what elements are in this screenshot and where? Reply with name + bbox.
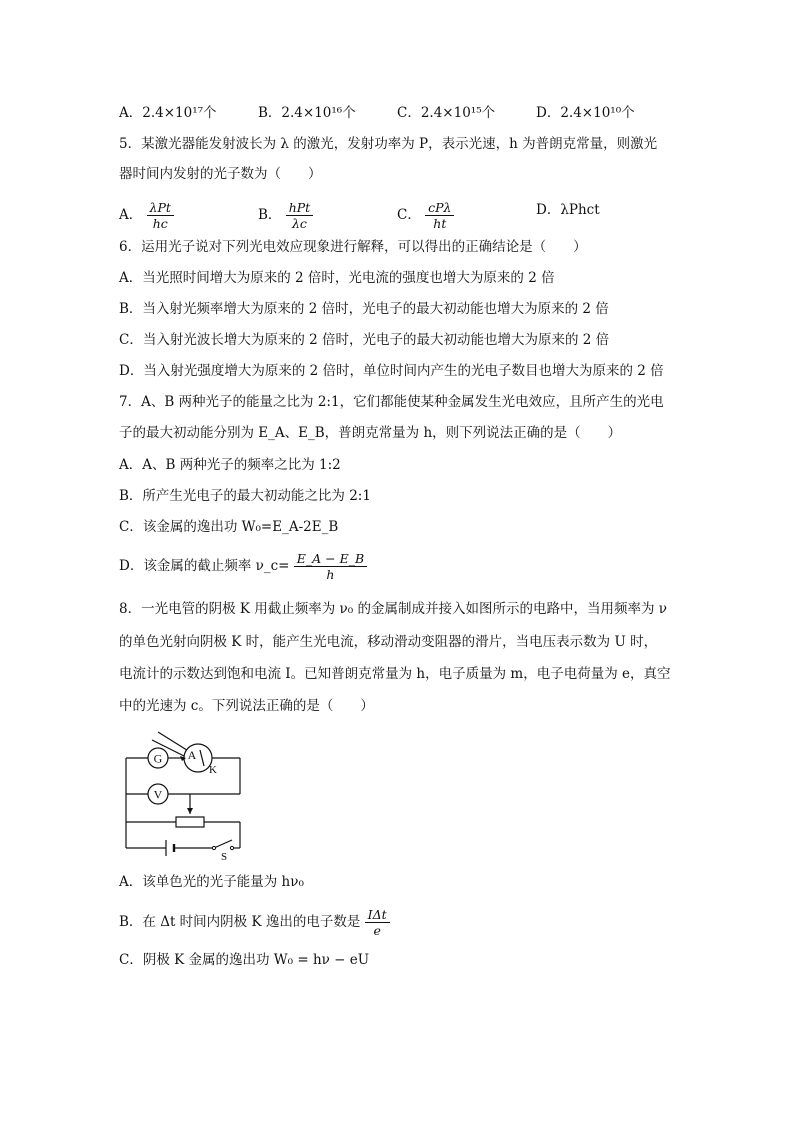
q7-stem-line2: 子的最大初动能分别为 E_A、E_B，普朗克常量为 h，则下列说法正确的是（ ） xyxy=(119,425,622,441)
q8-option-c: C．阴极 K 金属的逸出功 W₀ = hν − eU xyxy=(119,952,370,968)
q8-stem-line4: 中的光速为 c。下列说法正确的是（ ） xyxy=(119,698,374,714)
q6-option-b: B．当入射光频率增大为原来的 2 倍时，光电子的最大初动能也增大为原来的 2 倍 xyxy=(119,301,609,317)
q7-option-b: B．所产生光电子的最大初动能之比为 2:1 xyxy=(119,488,371,504)
q5-option-c-fraction xyxy=(425,200,454,231)
q5-option-a-fraction xyxy=(147,200,174,231)
q8-option-a: A．该单色光的光子能量为 hν₀ xyxy=(119,874,304,890)
cathode-label: K xyxy=(209,764,217,776)
q5-option-d: D．λPhct xyxy=(536,202,600,218)
switch-contact-right xyxy=(230,846,233,849)
q5-options xyxy=(119,193,709,229)
q4-option-c: C．2.4×10¹⁵个 xyxy=(397,105,496,121)
q5-option-b-label: B． xyxy=(258,207,282,223)
q4-options xyxy=(119,103,709,125)
q5-option-b-fraction xyxy=(286,200,313,231)
q7-option-d-prefix: D．该金属的截止频率 ν_c= xyxy=(119,558,290,574)
q8-stem-line2: 的单色光射向阴极 K 时，能产生光电流，移动滑动变阻器的滑片，当电压表示数为 U 时， xyxy=(119,634,658,650)
voltmeter-label: V xyxy=(153,787,163,802)
q5-b-numerator: hPt xyxy=(286,200,313,216)
q7-d-denominator: h xyxy=(326,567,335,582)
q6-stem: 6．运用光子说对下列光电效应现象进行解释，可以得出的正确结论是（ ） xyxy=(119,239,587,255)
q5-a-numerator: λPt xyxy=(147,200,174,216)
q7-option-d xyxy=(119,548,367,584)
q5-option-c xyxy=(397,200,454,231)
q8-option-b-fraction xyxy=(365,907,390,938)
q8-stem-line3: 电流计的示数达到饱和电流 I。已知普朗克常量为 h，电子质量为 m，电子电荷量为 e，真空 xyxy=(119,666,671,682)
switch-blade xyxy=(214,840,232,848)
q7-option-d-fraction xyxy=(294,551,367,582)
q7-option-a: A．A、B 两种光子的频率之比为 1:2 xyxy=(119,457,341,473)
q4-option-b: B．2.4×10¹⁶个 xyxy=(258,105,356,121)
q8-option-b-prefix: B．在 Δt 时间内阴极 K 逸出的电子数是 xyxy=(119,914,361,930)
q5-stem-line1: 5．某激光器能发射波长为 λ 的激光，发射功率为 P，表示光速，h 为普朗克常量，则激光 xyxy=(119,136,658,152)
q6-option-c: C．当入射光波长增大为原来的 2 倍时，光电子的最大初动能也增大为原来的 2 倍 xyxy=(119,332,610,348)
q4-option-a: A．2.4×10¹⁷个 xyxy=(119,105,217,121)
q5-option-c-label: C． xyxy=(397,207,421,223)
q8-b-numerator: IΔt xyxy=(365,907,390,923)
q5-a-denominator: hc xyxy=(152,216,168,231)
circuit-diagram xyxy=(118,728,248,864)
q8-option-b xyxy=(119,904,390,940)
q4-option-d: D．2.4×10¹⁰个 xyxy=(536,105,635,121)
q7-stem-line1: 7．A、B 两种光子的能量之比为 2:1，它们都能使某种金属发生光电效应，且所产生的光电 xyxy=(119,394,664,410)
q8-stem-line1: 8．一光电管的阴极 K 用截止频率为 ν₀ 的金属制成并接入如图所示的电路中，当用频率为 ν xyxy=(119,601,667,617)
switch-contact-left xyxy=(212,846,215,849)
q6-option-a: A．当光照时间增大为原来的 2 倍时，光电流的强度也增大为原来的 2 倍 xyxy=(119,270,555,286)
q5-option-a-label: A． xyxy=(119,207,143,223)
q5-option-a xyxy=(119,200,174,231)
rheostat xyxy=(176,817,204,827)
q5-c-numerator: cPλ xyxy=(425,200,454,216)
switch-label: S xyxy=(220,851,228,863)
q5-stem-line2: 器时间内发射的光子数为（ ） xyxy=(119,166,322,182)
anode-label: A xyxy=(187,748,197,762)
q6-option-d: D．当入射光强度增大为原来的 2 倍时，单位时间内产生的光电子数目也增大为原来的 2 倍 xyxy=(119,363,664,379)
q5-c-denominator: ht xyxy=(433,216,447,231)
q7-option-c: C．该金属的逸出功 W₀=E_A-2E_B xyxy=(119,519,339,535)
galvanometer-label: G xyxy=(153,751,163,766)
q8-b-denominator: e xyxy=(373,923,381,938)
q5-option-b xyxy=(258,200,313,231)
q5-b-denominator: λc xyxy=(291,216,307,231)
slider-arrow xyxy=(187,808,193,814)
q7-d-numerator: E_A − E_B xyxy=(294,551,367,567)
